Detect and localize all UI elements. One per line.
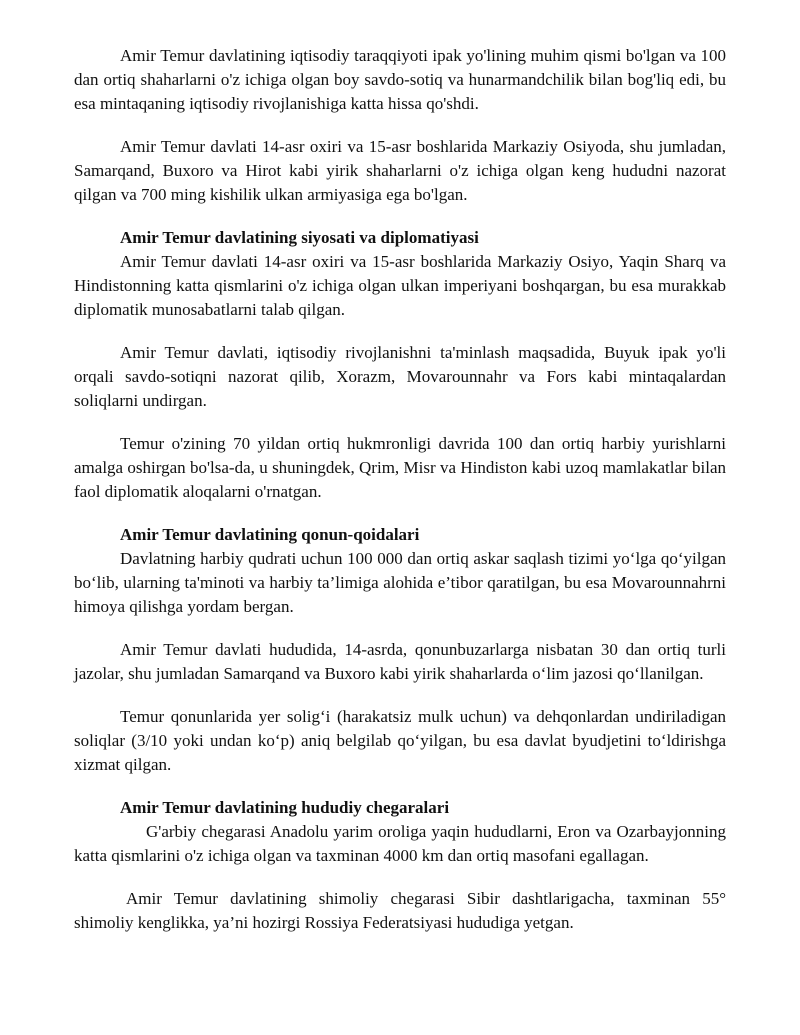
paragraph: Davlatning harbiy qudrati uchun 100 000 dan ortiq askar saqlash tizimi yo‘lga qo‘yilgan bo‘lib, ularning ta'minoti va harbiy ta’limiga alohida e’tibor qaratilgan, bu esa Movarounnahrni himoya qilishga yordam bergan. <box>74 549 726 616</box>
paragraph: Amir Temur davlatining iqtisodiy taraqqiyoti ipak yo'lining muhim qismi bo'lgan va 100 dan ortiq shaharlarni o'z ichiga olgan boy savdo-sotiq va hunarmandchilik bilan bog'liq edi, bu esa mintaqaning iqtisodiy rivojlanishiga katta hissa qo'shdi. <box>74 46 726 113</box>
paragraph: Temur o'zining 70 yildan ortiq hukmronligi davrida 100 dan ortiq harbiy yurishlarni amalga oshirgan bo'lsa-da, u shuningdek, Qrim, Misr va Hindiston kabi uzoq mamlakatlar bilan faol diplomatik aloqalarni o'rnatgan. <box>74 434 726 501</box>
paragraph: Amir Temur davlatining shimoliy chegarasi Sibir dashtlarigacha, taxminan 55° shimoliy kenglikka, ya’ni hozirgi Rossiya Federatsiyasi hududiga yetgan. <box>74 889 726 932</box>
paragraph: Temur qonunlarida yer solig‘i (harakatsiz mulk uchun) va dehqonlardan undiriladigan soliqlar (3/10 yoki undan ko‘p) aniq belgilab qo‘yilgan, bu esa davlat byudjetini to‘ldirishga xizmat qilgan. <box>74 707 726 774</box>
document-page <box>74 44 726 954</box>
paragraph: G'arbiy chegarasi Anadolu yarim oroliga yaqin hududlarni, Eron va Ozarbayjonning katta qismlarini o'z ichiga olgan va taxminan 4000 km dan ortiq masofani egallagan. <box>74 822 726 865</box>
paragraph: Amir Temur davlati hududida, 14-asrda, qonunbuzarlarga nisbatan 30 dan ortiq turli jazolar, shu jumladan Samarqand va Buxoro kabi yirik shaharlarda o‘lim jazosi qo‘llanilgan. <box>74 640 726 683</box>
paragraph: Amir Temur davlati 14-asr oxiri va 15-asr boshlarida Markaziy Osiyo, Yaqin Sharq va Hindistonning katta qismlarini o'z ichiga olgan ulkan imperiyani boshqargan, bu esa murakkab diplomatik munosabatlarni talab qilgan. <box>74 252 726 319</box>
section-heading: Amir Temur davlatining hududiy chegaralari <box>120 798 450 817</box>
paragraph: Amir Temur davlati 14-asr oxiri va 15-asr boshlarida Markaziy Osiyoda, shu jumladan, Samarqand, Buxoro va Hirot kabi yirik shaharlarni o'z ichiga olgan keng hududni nazorat qilgan va 700 ming kishilik ulkan armiyasiga ega bo'lgan. <box>74 137 726 204</box>
paragraph: Amir Temur davlati, iqtisodiy rivojlanishni ta'minlash maqsadida, Buyuk ipak yo'li orqali savdo-sotiqni nazorat qilib, Xorazm, Movarounnahr va Fors kabi mintaqalardan soliqlarni undirgan. <box>74 343 726 410</box>
section-heading: Amir Temur davlatining siyosati va diplomatiyasi <box>120 228 479 247</box>
section-heading: Amir Temur davlatining qonun-qoidalari <box>120 525 420 544</box>
